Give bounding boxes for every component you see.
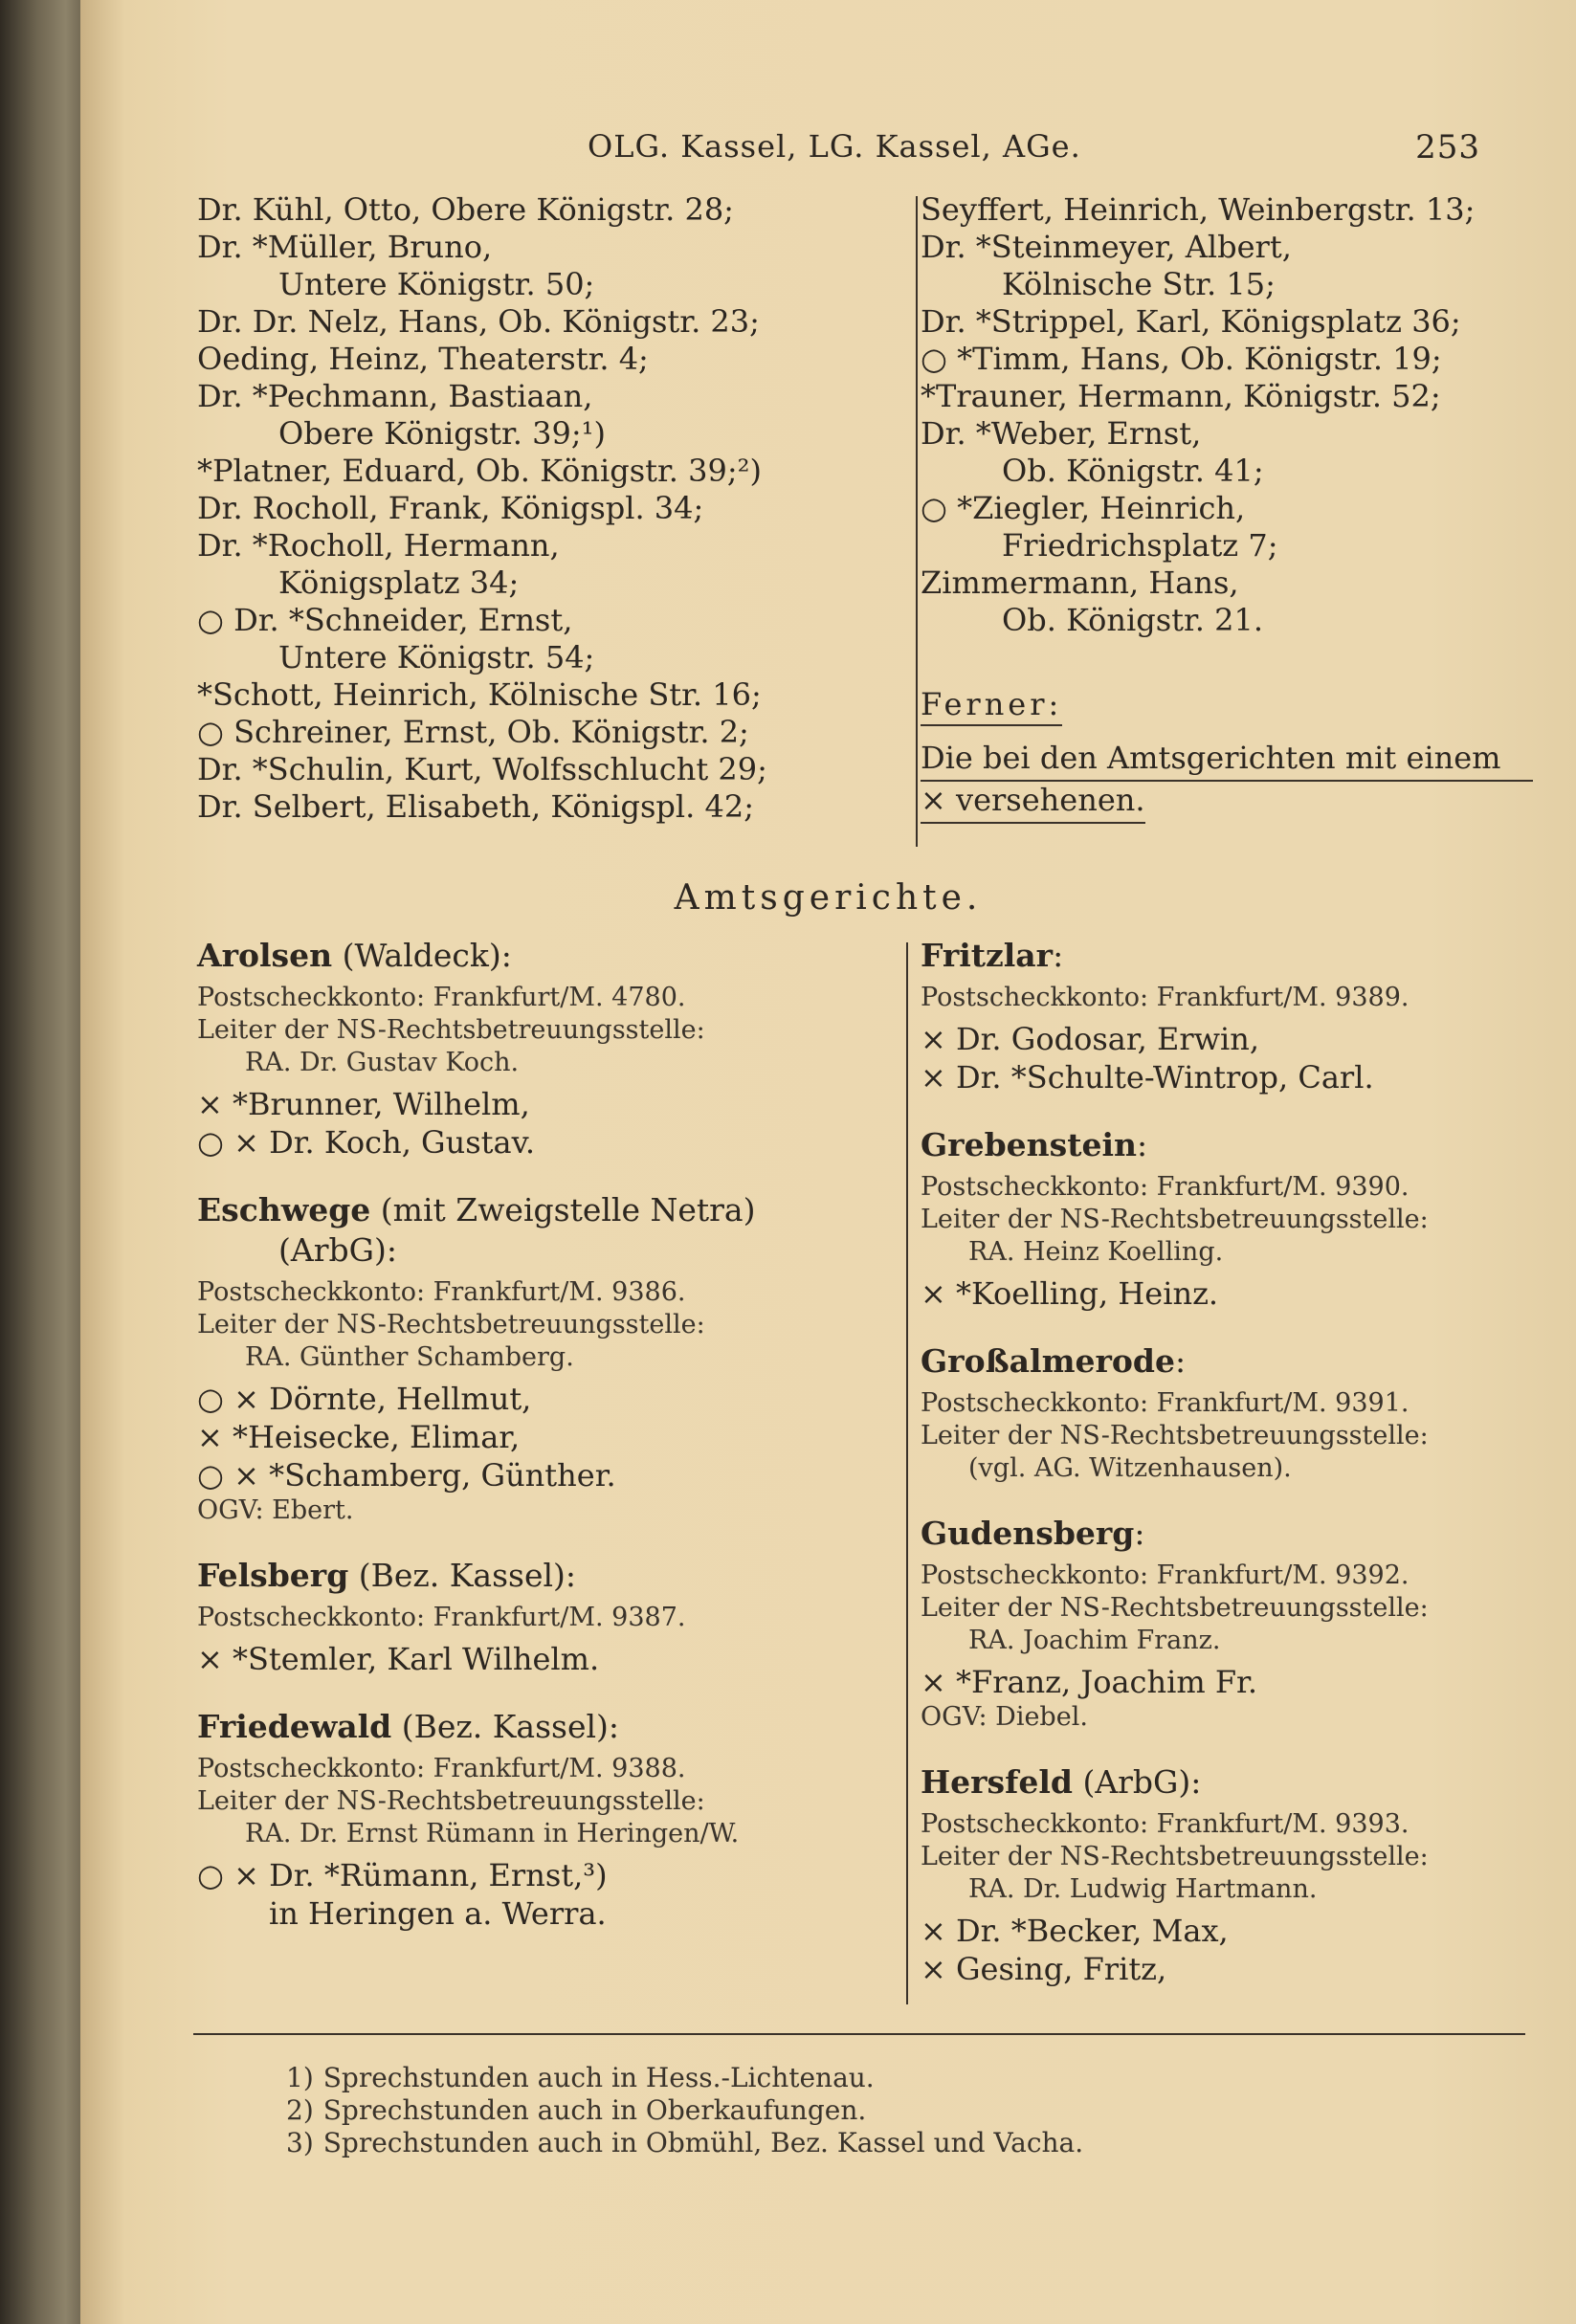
court-person-line: ○ × *Schamberg, Günther. — [197, 1457, 616, 1494]
court-heading — [921, 1125, 1571, 1165]
section-title-amtsgerichte: Amtsgerichte. — [674, 878, 983, 918]
court-entry — [197, 1190, 905, 1527]
court-heading-suffix: (ArbG): — [1072, 1763, 1202, 1801]
court-detail-line: RA. Dr. Ludwig Hartmann. — [968, 1874, 1318, 1904]
court-detail-line: RA. Günther Schamberg. — [245, 1342, 574, 1372]
page-number: 253 — [1415, 128, 1480, 166]
footnote-mark: 1) — [286, 2062, 314, 2093]
court-heading — [921, 1762, 1571, 1803]
lg-entry-line: Obere Königstr. 39;¹) — [278, 415, 606, 452]
court-name: Großalmerode — [921, 1342, 1175, 1380]
running-head-title: OLG. Kassel, LG. Kassel, AGe. — [588, 128, 1081, 165]
court-person-line: × *Brunner, Wilhelm, — [197, 1086, 530, 1122]
court-entry — [197, 1556, 905, 1678]
court-person-line: × *Heisecke, Elimar, — [197, 1419, 521, 1455]
court-name: Fritzlar — [921, 937, 1054, 974]
court-heading — [921, 936, 1571, 976]
footnote-mark: 2) — [286, 2094, 314, 2126]
court-detail-line: Leiter der NS-Rechtsbetreuungsstelle: — [921, 1593, 1429, 1623]
court-ogv-line: OGV: Diebel. — [921, 1702, 1088, 1732]
lg-entry-line: Ob. Königstr. 41; — [1002, 453, 1264, 489]
court-heading-suffix: (mit Zweigstelle Netra) — [370, 1191, 756, 1228]
court-entry — [921, 1341, 1571, 1485]
court-heading — [197, 936, 905, 976]
court-heading-suffix: (Bez. Kassel): — [348, 1557, 577, 1594]
court-detail-line: Leiter der NS-Rechtsbetreuungsstelle: — [921, 1205, 1429, 1234]
court-person-line: × *Koelling, Heinz. — [921, 1275, 1219, 1312]
court-heading-suffix: : — [1136, 1126, 1148, 1163]
court-detail-line: Postscheckkonto: Frankfurt/M. 9392. — [921, 1560, 1410, 1590]
footnote-text: Sprechstunden auch in Hess.-Lichtenau. — [322, 2062, 875, 2093]
court-heading — [921, 1341, 1571, 1382]
court-person-line: × Dr. *Becker, Max, — [921, 1913, 1229, 1949]
court-detail-line: Postscheckkonto: Frankfurt/M. 9390. — [921, 1172, 1410, 1202]
court-person-line: ○ × Dr. Koch, Gustav. — [197, 1124, 536, 1161]
lg-entry-line: Königsplatz 34; — [278, 564, 520, 601]
court-ogv-line: OGV: Ebert. — [197, 1495, 354, 1525]
court-person-line: × Dr. Godosar, Erwin, — [921, 1021, 1260, 1057]
lg-list-left-column — [197, 191, 905, 826]
court-detail-line: Postscheckkonto: Frankfurt/M. 9391. — [921, 1388, 1410, 1418]
lg-entry-line: *Schott, Heinrich, Kölnische Str. 16; — [197, 676, 762, 713]
court-heading-continued: (ArbG): — [278, 1231, 397, 1269]
ferner-note-line-2: × versehenen. — [921, 782, 1145, 824]
lg-entry-line: Oeding, Heinz, Theaterstr. 4; — [197, 341, 649, 377]
lg-entry-line: Zimmermann, Hans, — [921, 564, 1239, 601]
court-detail-line: Postscheckkonto: Frankfurt/M. 9393. — [921, 1809, 1410, 1839]
footnote-text: Sprechstunden auch in Oberkaufungen. — [322, 2094, 867, 2126]
court-entry — [921, 1762, 1571, 1988]
ferner-note-line-1: Die bei den Amtsgerichten mit einem — [921, 740, 1533, 782]
footnote — [286, 2094, 1083, 2127]
court-heading-suffix: : — [1053, 937, 1064, 974]
lg-entry-line: Seyffert, Heinrich, Weinbergstr. 13; — [921, 191, 1476, 228]
lg-entry-line: Dr. Selbert, Elisabeth, Königspl. 42; — [197, 788, 754, 825]
court-detail-line: Leiter der NS-Rechtsbetreuungsstelle: — [197, 1786, 705, 1816]
court-heading-suffix: : — [1134, 1515, 1145, 1552]
lg-entry-line: Dr. *Weber, Ernst, — [921, 415, 1202, 452]
court-detail-line: (vgl. AG. Witzenhausen). — [968, 1453, 1292, 1483]
court-heading — [197, 1707, 905, 1747]
lg-entry-line: Dr. Rocholl, Frank, Königspl. 34; — [197, 490, 704, 526]
lg-list-right-column — [921, 191, 1571, 639]
court-person-line: ○ × Dr. *Rümann, Ernst,³) — [197, 1857, 608, 1893]
court-detail-line: Leiter der NS-Rechtsbetreuungsstelle: — [197, 1015, 705, 1045]
courts-right-column — [921, 936, 1571, 2017]
lg-entry-line: ○ Schreiner, Ernst, Ob. Königstr. 2; — [197, 714, 749, 750]
courts-left-column — [197, 936, 905, 1961]
court-heading — [197, 1190, 905, 1230]
footnote-rule — [193, 2033, 1525, 2035]
court-name: Hersfeld — [921, 1763, 1073, 1801]
lg-entry-line: Untere Königstr. 50; — [278, 266, 595, 302]
court-heading — [921, 1514, 1571, 1554]
footnote-mark: 3) — [286, 2127, 314, 2158]
court-heading — [197, 1556, 905, 1596]
court-detail-line: RA. Heinz Koelling. — [968, 1237, 1224, 1267]
court-detail-line: Leiter der NS-Rechtsbetreuungsstelle: — [197, 1310, 705, 1339]
lg-entry-line: Dr. *Rocholl, Hermann, — [197, 527, 560, 564]
footnotes — [286, 2062, 1083, 2159]
court-detail-line: Leiter der NS-Rechtsbetreuungsstelle: — [921, 1842, 1429, 1871]
column-divider-top — [916, 196, 918, 847]
court-person-line: × Gesing, Fritz, — [921, 1951, 1167, 1987]
court-heading-suffix: : — [1174, 1342, 1187, 1380]
lg-entry-line: ○ Dr. *Schneider, Ernst, — [197, 602, 573, 638]
court-person-line: × *Franz, Joachim Fr. — [921, 1664, 1257, 1700]
court-detail-line: RA. Joachim Franz. — [968, 1626, 1221, 1655]
court-detail-line: Postscheckkonto: Frankfurt/M. 9386. — [197, 1277, 686, 1307]
court-person-line: × *Stemler, Karl Wilhelm. — [197, 1641, 600, 1677]
court-entry — [921, 1514, 1571, 1734]
court-entry — [921, 936, 1571, 1096]
court-detail-line: RA. Dr. Gustav Koch. — [245, 1048, 520, 1077]
court-person-line: in Heringen a. Werra. — [269, 1895, 607, 1932]
court-name: Grebenstein — [921, 1126, 1137, 1163]
book-page — [80, 0, 1576, 2324]
lg-entry-line: Dr. *Schulin, Kurt, Wolfsschlucht 29; — [197, 751, 767, 787]
lg-entry-line: Untere Königstr. 54; — [278, 639, 595, 675]
lg-entry-line: *Platner, Eduard, Ob. Königstr. 39;²) — [197, 453, 762, 489]
lg-entry-line: Ob. Königstr. 21. — [1002, 602, 1263, 638]
lg-entry-line: Dr. Kühl, Otto, Obere Königstr. 28; — [197, 191, 734, 228]
court-detail-line: Postscheckkonto: Frankfurt/M. 9389. — [921, 983, 1410, 1012]
lg-entry-line: Dr. *Strippel, Karl, Königsplatz 36; — [921, 303, 1461, 340]
footnote — [286, 2127, 1083, 2159]
court-person-line: × Dr. *Schulte-Wintrop, Carl. — [921, 1059, 1374, 1096]
court-name: Eschwege — [197, 1191, 371, 1228]
court-name: Arolsen — [197, 937, 333, 974]
lg-entry-line: Dr. *Steinmeyer, Albert, — [921, 229, 1292, 265]
court-entry — [197, 1707, 905, 1933]
lg-entry-line: ○ *Ziegler, Heinrich, — [921, 490, 1246, 526]
lg-entry-line: ○ *Timm, Hans, Ob. Königstr. 19; — [921, 341, 1442, 377]
court-entry — [921, 1125, 1571, 1313]
court-heading-suffix: (Bez. Kassel): — [391, 1708, 620, 1745]
court-heading-suffix: (Waldeck): — [332, 937, 512, 974]
lg-entry-line: Kölnische Str. 15; — [1002, 266, 1276, 302]
ferner-block — [921, 686, 1571, 824]
lg-entry-line: *Trauner, Hermann, Königstr. 52; — [921, 378, 1441, 414]
ferner-label: Ferner: — [921, 686, 1062, 726]
lg-entry-line: Friedrichsplatz 7; — [1002, 527, 1278, 564]
court-entry — [197, 936, 905, 1162]
footnote — [286, 2062, 1083, 2094]
lg-entry-line: Dr. Dr. Nelz, Hans, Ob. Königstr. 23; — [197, 303, 760, 340]
lg-entry-line: Dr. *Müller, Bruno, — [197, 229, 493, 265]
court-person-line: ○ × Dörnte, Hellmut, — [197, 1381, 532, 1417]
court-name: Felsberg — [197, 1557, 349, 1594]
court-name: Friedewald — [197, 1708, 392, 1745]
court-detail-line: Postscheckkonto: Frankfurt/M. 9388. — [197, 1754, 686, 1783]
court-detail-line: Postscheckkonto: Frankfurt/M. 4780. — [197, 983, 686, 1012]
column-divider-bottom — [906, 942, 908, 2004]
court-detail-line: Leiter der NS-Rechtsbetreuungsstelle: — [921, 1421, 1429, 1450]
running-head — [80, 124, 1576, 172]
court-name: Gudensberg — [921, 1515, 1135, 1552]
court-detail-line: RA. Dr. Ernst Rümann in Heringen/W. — [245, 1819, 740, 1848]
lg-entry-line: Dr. *Pechmann, Bastiaan, — [197, 378, 593, 414]
footnote-text: Sprechstunden auch in Obmühl, Bez. Kassel und Vacha. — [322, 2127, 1084, 2158]
court-detail-line: Postscheckkonto: Frankfurt/M. 9387. — [197, 1603, 686, 1632]
